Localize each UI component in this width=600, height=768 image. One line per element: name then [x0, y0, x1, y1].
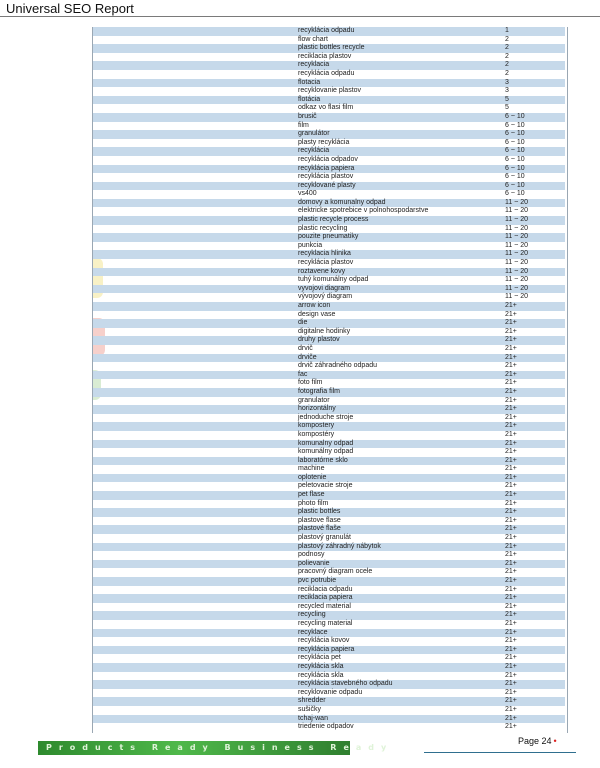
table-row: [93, 551, 565, 560]
position-cell: 21+: [505, 637, 517, 645]
keyword-ranking-table: [93, 27, 565, 732]
table-row: [93, 508, 565, 517]
keyword-cell: kompostery: [298, 422, 335, 430]
keyword-cell: fotografia film: [298, 387, 341, 395]
position-cell: 21+: [505, 697, 517, 705]
position-cell: 21+: [505, 628, 517, 636]
position-cell: 21+: [505, 310, 517, 318]
keyword-cell: sušičky: [298, 705, 321, 713]
keyword-cell: brusič: [298, 112, 317, 120]
position-cell: 21+: [505, 491, 517, 499]
table-row: [93, 173, 565, 182]
table-row: [93, 147, 565, 156]
keyword-cell: odkaz vo flasi film: [298, 104, 354, 112]
position-cell: 21+: [505, 344, 517, 352]
position-cell: 3: [505, 78, 509, 86]
position-cell: 11 ~ 20: [505, 293, 529, 301]
position-cell: 11 ~ 20: [505, 233, 529, 241]
position-cell: 21+: [505, 568, 517, 576]
position-cell: 11 ~ 20: [505, 207, 529, 215]
table-row: [93, 319, 565, 328]
position-cell: 11 ~ 20: [505, 198, 529, 206]
table-row: [93, 345, 565, 354]
keyword-cell: recyklácia papiera: [298, 645, 355, 653]
keyword-cell: horizontálny: [298, 405, 336, 413]
position-cell: 21+: [505, 611, 517, 619]
table-row: [93, 715, 565, 724]
keyword-cell: recycled material: [298, 602, 351, 610]
keyword-cell: druhy plastov: [298, 336, 340, 344]
keyword-cell: recyklácia odpadov: [298, 155, 358, 163]
keyword-cell: digitalne hodinky: [298, 327, 351, 335]
keyword-cell: pracovný diagram ocele: [298, 568, 373, 576]
position-cell: 6 ~ 10: [505, 121, 525, 129]
table-row: [93, 525, 565, 534]
table-row: [93, 534, 565, 543]
keyword-cell: komunálny odpad: [298, 448, 354, 456]
table-row: [93, 44, 565, 53]
keyword-cell: drvič záhradného odpadu: [298, 362, 378, 370]
table-row: [93, 620, 565, 629]
table-row: [93, 500, 565, 509]
footer-tagline: Products Ready Business Ready: [46, 743, 394, 752]
table-row: [93, 654, 565, 663]
table-row: [93, 250, 565, 259]
position-cell: 21+: [505, 585, 517, 593]
position-cell: 21+: [505, 662, 517, 670]
keyword-cell: jednoduche stroje: [298, 413, 354, 421]
position-cell: 5: [505, 104, 509, 112]
table-row: [93, 199, 565, 208]
keyword-cell: elektricke spotrebice v polnohospodarstve: [298, 207, 429, 215]
position-cell: 21+: [505, 482, 517, 490]
keyword-cell: podnosy: [298, 551, 325, 559]
table-row: [93, 130, 565, 139]
table-row: [93, 87, 565, 96]
keyword-cell: plastový záhradný nábytok: [298, 542, 381, 550]
keyword-cell: flotácia: [298, 95, 321, 103]
keyword-cell: pvc potrubie: [298, 577, 337, 584]
table-row: [93, 362, 565, 371]
table-row: [93, 448, 565, 457]
position-cell: 11 ~ 20: [505, 216, 529, 224]
keyword-cell: recyklácia skla: [298, 662, 344, 670]
table-row: [93, 388, 565, 397]
table-row: [93, 568, 565, 577]
position-cell: 2: [505, 35, 509, 43]
table-row: [93, 276, 565, 285]
position-cell: 21+: [505, 680, 517, 688]
position-cell: 21+: [505, 430, 517, 438]
keyword-cell: plasty recyklácia: [298, 138, 350, 146]
position-cell: 21+: [505, 688, 517, 696]
position-cell: 21+: [505, 525, 517, 533]
position-cell: 11 ~ 20: [505, 241, 529, 249]
position-cell: 6 ~ 10: [505, 138, 525, 146]
table-row: [93, 328, 565, 337]
position-cell: 21+: [505, 413, 517, 421]
page-dot-icon: •: [553, 736, 557, 746]
keyword-cell: laboratórne sklo: [298, 456, 348, 464]
table-row: [93, 646, 565, 655]
table-row: [93, 311, 565, 320]
position-cell: 21+: [505, 327, 517, 335]
keyword-cell: oplotenie: [298, 473, 327, 481]
table-row: [93, 156, 565, 165]
keyword-cell: photo film: [298, 499, 329, 507]
table-row: [93, 285, 565, 294]
page-number: [518, 736, 557, 746]
table-row: [93, 663, 565, 672]
position-cell: 21+: [505, 302, 517, 309]
keyword-cell: fac: [298, 370, 308, 378]
keyword-cell: recyklácia plastov: [298, 259, 354, 267]
table-row: [93, 96, 565, 105]
position-cell: 21+: [505, 534, 517, 542]
keyword-cell: recyklácia papiera: [298, 164, 355, 172]
table-row: [93, 457, 565, 466]
table-row: [93, 216, 565, 225]
keyword-cell: tchaj-wan: [298, 714, 328, 722]
position-cell: 21+: [505, 559, 517, 567]
position-cell: 6 ~ 10: [505, 173, 525, 181]
table-row: [93, 302, 565, 311]
table-row: [93, 268, 565, 277]
table-row: [93, 706, 565, 715]
keyword-cell: recyklácia skla: [298, 671, 344, 679]
position-cell: 21+: [505, 542, 517, 550]
table-row: [93, 482, 565, 491]
table-row: [93, 397, 565, 406]
position-cell: 6 ~ 10: [505, 112, 525, 120]
table-row: [93, 577, 565, 586]
position-cell: 21+: [505, 508, 517, 516]
position-cell: 21+: [505, 645, 517, 653]
keyword-cell: pet flase: [298, 491, 325, 499]
position-cell: 21+: [505, 723, 517, 731]
position-cell: 21+: [505, 705, 517, 713]
table-row: [93, 405, 565, 414]
position-cell: 11 ~ 20: [505, 259, 529, 267]
page-number-text: Page 24: [518, 736, 552, 746]
table-row: [93, 379, 565, 388]
table-row: [93, 104, 565, 113]
keyword-cell: peletovacie stroje: [298, 482, 353, 490]
keyword-cell: film: [298, 121, 309, 129]
table-row: [93, 603, 565, 612]
table-row: [93, 440, 565, 449]
position-cell: 2: [505, 44, 509, 52]
keyword-cell: reciklacia odpadu: [298, 585, 353, 593]
position-cell: 2: [505, 69, 509, 77]
keyword-cell: drvič: [298, 344, 313, 352]
table-row: [93, 672, 565, 681]
keyword-cell: plastové flaše: [298, 525, 341, 533]
keyword-cell: roztavene kovy: [298, 267, 346, 275]
table-row: [93, 474, 565, 483]
keyword-cell: polievanie: [298, 559, 330, 567]
keyword-cell: recyklácia odpadu: [298, 69, 355, 77]
position-cell: 21+: [505, 551, 517, 559]
keyword-cell: machine: [298, 465, 325, 473]
table-row: [93, 543, 565, 552]
keyword-cell: die: [298, 319, 308, 327]
position-cell: 11 ~ 20: [505, 284, 529, 292]
table-row: [93, 491, 565, 500]
table-row: [93, 680, 565, 689]
position-cell: 1: [505, 27, 509, 34]
keyword-cell: plastic bottles recycle: [298, 44, 365, 52]
keyword-cell: recyklacia: [298, 61, 330, 69]
table-row: [93, 293, 565, 302]
table-row: [93, 165, 565, 174]
table-row: [93, 336, 565, 345]
table-row: [93, 697, 565, 706]
keyword-cell: foto film: [298, 379, 323, 387]
position-cell: 11 ~ 20: [505, 224, 529, 232]
table-row: [93, 517, 565, 526]
table-row: [93, 371, 565, 380]
position-cell: 21+: [505, 422, 517, 430]
keyword-cell: plastic bottles: [298, 508, 341, 516]
table-row: [93, 594, 565, 603]
keyword-cell: plastove flase: [298, 516, 341, 524]
table-row: [93, 36, 565, 45]
keyword-cell: recyklovanie odpadu: [298, 688, 363, 696]
keyword-cell: granulátor: [298, 130, 330, 138]
table-row: [93, 53, 565, 62]
table-row: [93, 139, 565, 148]
position-cell: 21+: [505, 387, 517, 395]
position-cell: 21+: [505, 439, 517, 447]
keyword-cell: komunalny odpad: [298, 439, 354, 447]
keyword-cell: vyvojovi diagram: [298, 284, 351, 292]
position-cell: 6 ~ 10: [505, 147, 525, 155]
keyword-cell: recyklácia kovov: [298, 637, 350, 645]
keyword-cell: tuhý komunálny odpad: [298, 276, 369, 284]
keyword-cell: recyklacia hlinika: [298, 250, 351, 258]
keyword-cell: kompostéry: [298, 430, 335, 438]
position-cell: 21+: [505, 448, 517, 456]
keyword-cell: reciklacia plastov: [298, 52, 352, 60]
table-row: [93, 122, 565, 131]
position-cell: 21+: [505, 456, 517, 464]
table-row: [93, 611, 565, 620]
table-row: [93, 465, 565, 474]
position-cell: 21+: [505, 602, 517, 610]
keyword-cell: plastový granulát: [298, 534, 351, 542]
table-row: [93, 354, 565, 363]
keyword-cell: recyklácia: [298, 147, 330, 155]
keyword-cell: reciklacia papiera: [298, 594, 353, 602]
table-row: [93, 629, 565, 638]
position-cell: 21+: [505, 594, 517, 602]
table-row: [93, 259, 565, 268]
keyword-cell: flow chart: [298, 35, 328, 43]
table-row: [93, 422, 565, 431]
position-cell: 21+: [505, 379, 517, 387]
table-row: [93, 233, 565, 242]
keyword-cell: recyklácia odpadu: [298, 27, 355, 34]
table-row: [93, 689, 565, 698]
keyword-cell: arrow icon: [298, 302, 331, 309]
table-row: [93, 560, 565, 569]
keyword-cell: recycling material: [298, 619, 353, 627]
position-cell: 21+: [505, 396, 517, 404]
table-row: [93, 242, 565, 251]
keyword-cell: vs400: [298, 190, 317, 198]
keyword-cell: recyklácia pet: [298, 654, 341, 662]
position-cell: 2: [505, 52, 509, 60]
position-cell: 21+: [505, 619, 517, 627]
table-row: [93, 61, 565, 70]
keyword-cell: domovy a komunalny odpad: [298, 198, 386, 206]
position-cell: 21+: [505, 516, 517, 524]
table-row: [93, 190, 565, 199]
position-cell: 21+: [505, 362, 517, 370]
keyword-cell: punkcia: [298, 241, 323, 249]
position-cell: 6 ~ 10: [505, 155, 525, 163]
position-cell: 21+: [505, 370, 517, 378]
keyword-cell: drviče: [298, 353, 317, 361]
position-cell: 21+: [505, 353, 517, 361]
keyword-cell: recyklácia stavebného odpadu: [298, 680, 393, 688]
keyword-cell: design vase: [298, 310, 336, 318]
keyword-cell: flotacia: [298, 78, 321, 86]
position-cell: 21+: [505, 465, 517, 473]
position-cell: 11 ~ 20: [505, 267, 529, 275]
table-row: [93, 637, 565, 646]
position-cell: 21+: [505, 499, 517, 507]
table-row: [93, 79, 565, 88]
keyword-cell: recyklovanie plastov: [298, 87, 362, 95]
keyword-cell: plastic recycle process: [298, 216, 369, 224]
table-row: [93, 27, 565, 36]
position-cell: 21+: [505, 319, 517, 327]
table-row: [93, 225, 565, 234]
table-row: [93, 207, 565, 216]
position-cell: 21+: [505, 336, 517, 344]
keyword-cell: granulator: [298, 396, 330, 404]
keyword-cell: pouzite pneumatiky: [298, 233, 359, 241]
position-cell: 21+: [505, 405, 517, 413]
keyword-cell: plastic recycling: [298, 224, 348, 232]
report-title: Universal SEO Report: [6, 1, 134, 16]
table-row: [93, 113, 565, 122]
footer-divider: [424, 752, 576, 753]
position-cell: 21+: [505, 473, 517, 481]
position-cell: 6 ~ 10: [505, 181, 525, 189]
position-cell: 6 ~ 10: [505, 130, 525, 138]
position-cell: 21+: [505, 654, 517, 662]
table-row: [93, 431, 565, 440]
table-row: [93, 723, 565, 732]
position-cell: 11 ~ 20: [505, 276, 529, 284]
keyword-cell: recyklace: [298, 628, 328, 636]
table-row: [93, 182, 565, 191]
table-row: [93, 70, 565, 79]
position-cell: 2: [505, 61, 509, 69]
position-cell: 21+: [505, 671, 517, 679]
position-cell: 21+: [505, 714, 517, 722]
position-cell: 11 ~ 20: [505, 250, 529, 258]
keyword-cell: recyklované plasty: [298, 181, 356, 189]
keyword-cell: recyklácia plastov: [298, 173, 354, 181]
position-cell: 6 ~ 10: [505, 190, 525, 198]
position-cell: 5: [505, 95, 509, 103]
position-cell: 21+: [505, 577, 517, 584]
keyword-cell: shredder: [298, 697, 326, 705]
keyword-cell: vývojový diagram: [298, 293, 353, 301]
position-cell: 6 ~ 10: [505, 164, 525, 172]
keyword-cell: triedenie odpadov: [298, 723, 354, 731]
table-row: [93, 586, 565, 595]
header-divider: [0, 16, 600, 17]
position-cell: 3: [505, 87, 509, 95]
table-row: [93, 414, 565, 423]
keyword-cell: recycling: [298, 611, 326, 619]
